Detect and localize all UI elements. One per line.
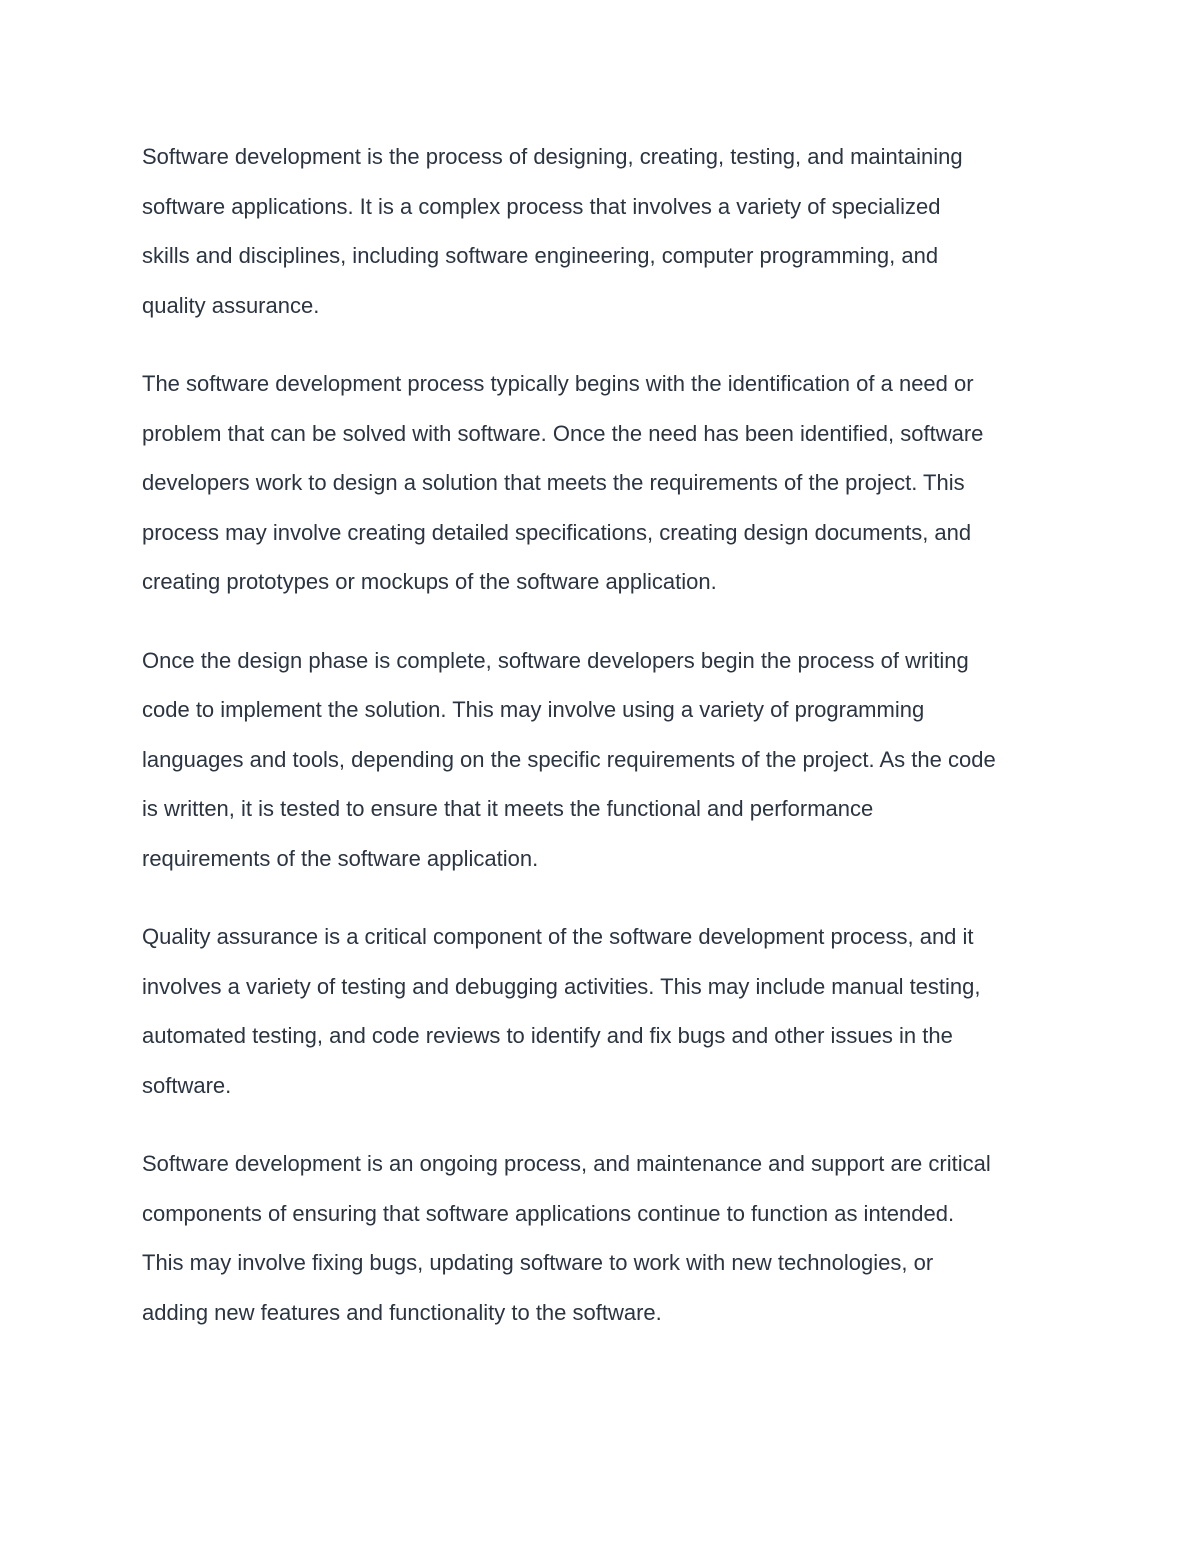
paragraph-1: [142, 132, 1062, 330]
paragraph-3: [142, 636, 1062, 884]
paragraph-2: [142, 359, 1062, 607]
paragraph-line: creating prototypes or mockups of the software application.: [142, 569, 717, 594]
paragraph-line: This may involve fixing bugs, updating software to work with new technologies, or: [142, 1250, 934, 1275]
paragraph-line: Software development is an ongoing process, and maintenance and support are critical: [142, 1151, 991, 1176]
paragraph-line: Software development is the process of designing, creating, testing, and maintaining: [142, 144, 963, 169]
paragraph-line: components of ensuring that software applications continue to function as intended.: [142, 1200, 955, 1226]
paragraph-line: software.: [142, 1072, 232, 1098]
paragraph-line: automated testing, and code reviews to identify and fix bugs and other issues in the: [142, 1023, 953, 1048]
paragraph-line: The software development process typically begins with the identification of a need or: [142, 371, 974, 396]
paragraph-line: code to implement the solution. This may involve using a variety of programming: [142, 697, 925, 722]
paragraph-line: adding new features and functionality to the software.: [142, 1299, 662, 1325]
paragraph-line: quality assurance.: [142, 292, 320, 318]
paragraph-line: software applications. It is a complex process that involves a variety of specialized: [142, 193, 941, 219]
paragraph-line: Quality assurance is a critical component of the software development process, and it: [142, 924, 974, 949]
paragraph-line: is written, it is tested to ensure that it meets the functional and performance: [142, 796, 874, 821]
paragraph-line: requirements of the software application.: [142, 845, 539, 871]
paragraph-line: process may involve creating detailed specifications, creating design documents, and: [142, 519, 972, 545]
paragraph-line: languages and tools, depending on the specific requirements of the project. As the code: [142, 746, 996, 772]
paragraph-line: developers work to design a solution that meets the requirements of the project. This: [142, 470, 965, 495]
paragraph-line: problem that can be solved with software. Once the need has been identified, software: [142, 420, 984, 446]
paragraph-line: Once the design phase is complete, software developers begin the process of writing: [142, 647, 969, 673]
document-body: [142, 132, 1062, 1366]
paragraph-line: skills and disciplines, including software engineering, computer programming, and: [142, 243, 939, 268]
paragraph-4: [142, 912, 1062, 1110]
paragraph-5: [142, 1139, 1062, 1337]
paragraph-line: involves a variety of testing and debugging activities. This may include manual testing,: [142, 973, 981, 999]
